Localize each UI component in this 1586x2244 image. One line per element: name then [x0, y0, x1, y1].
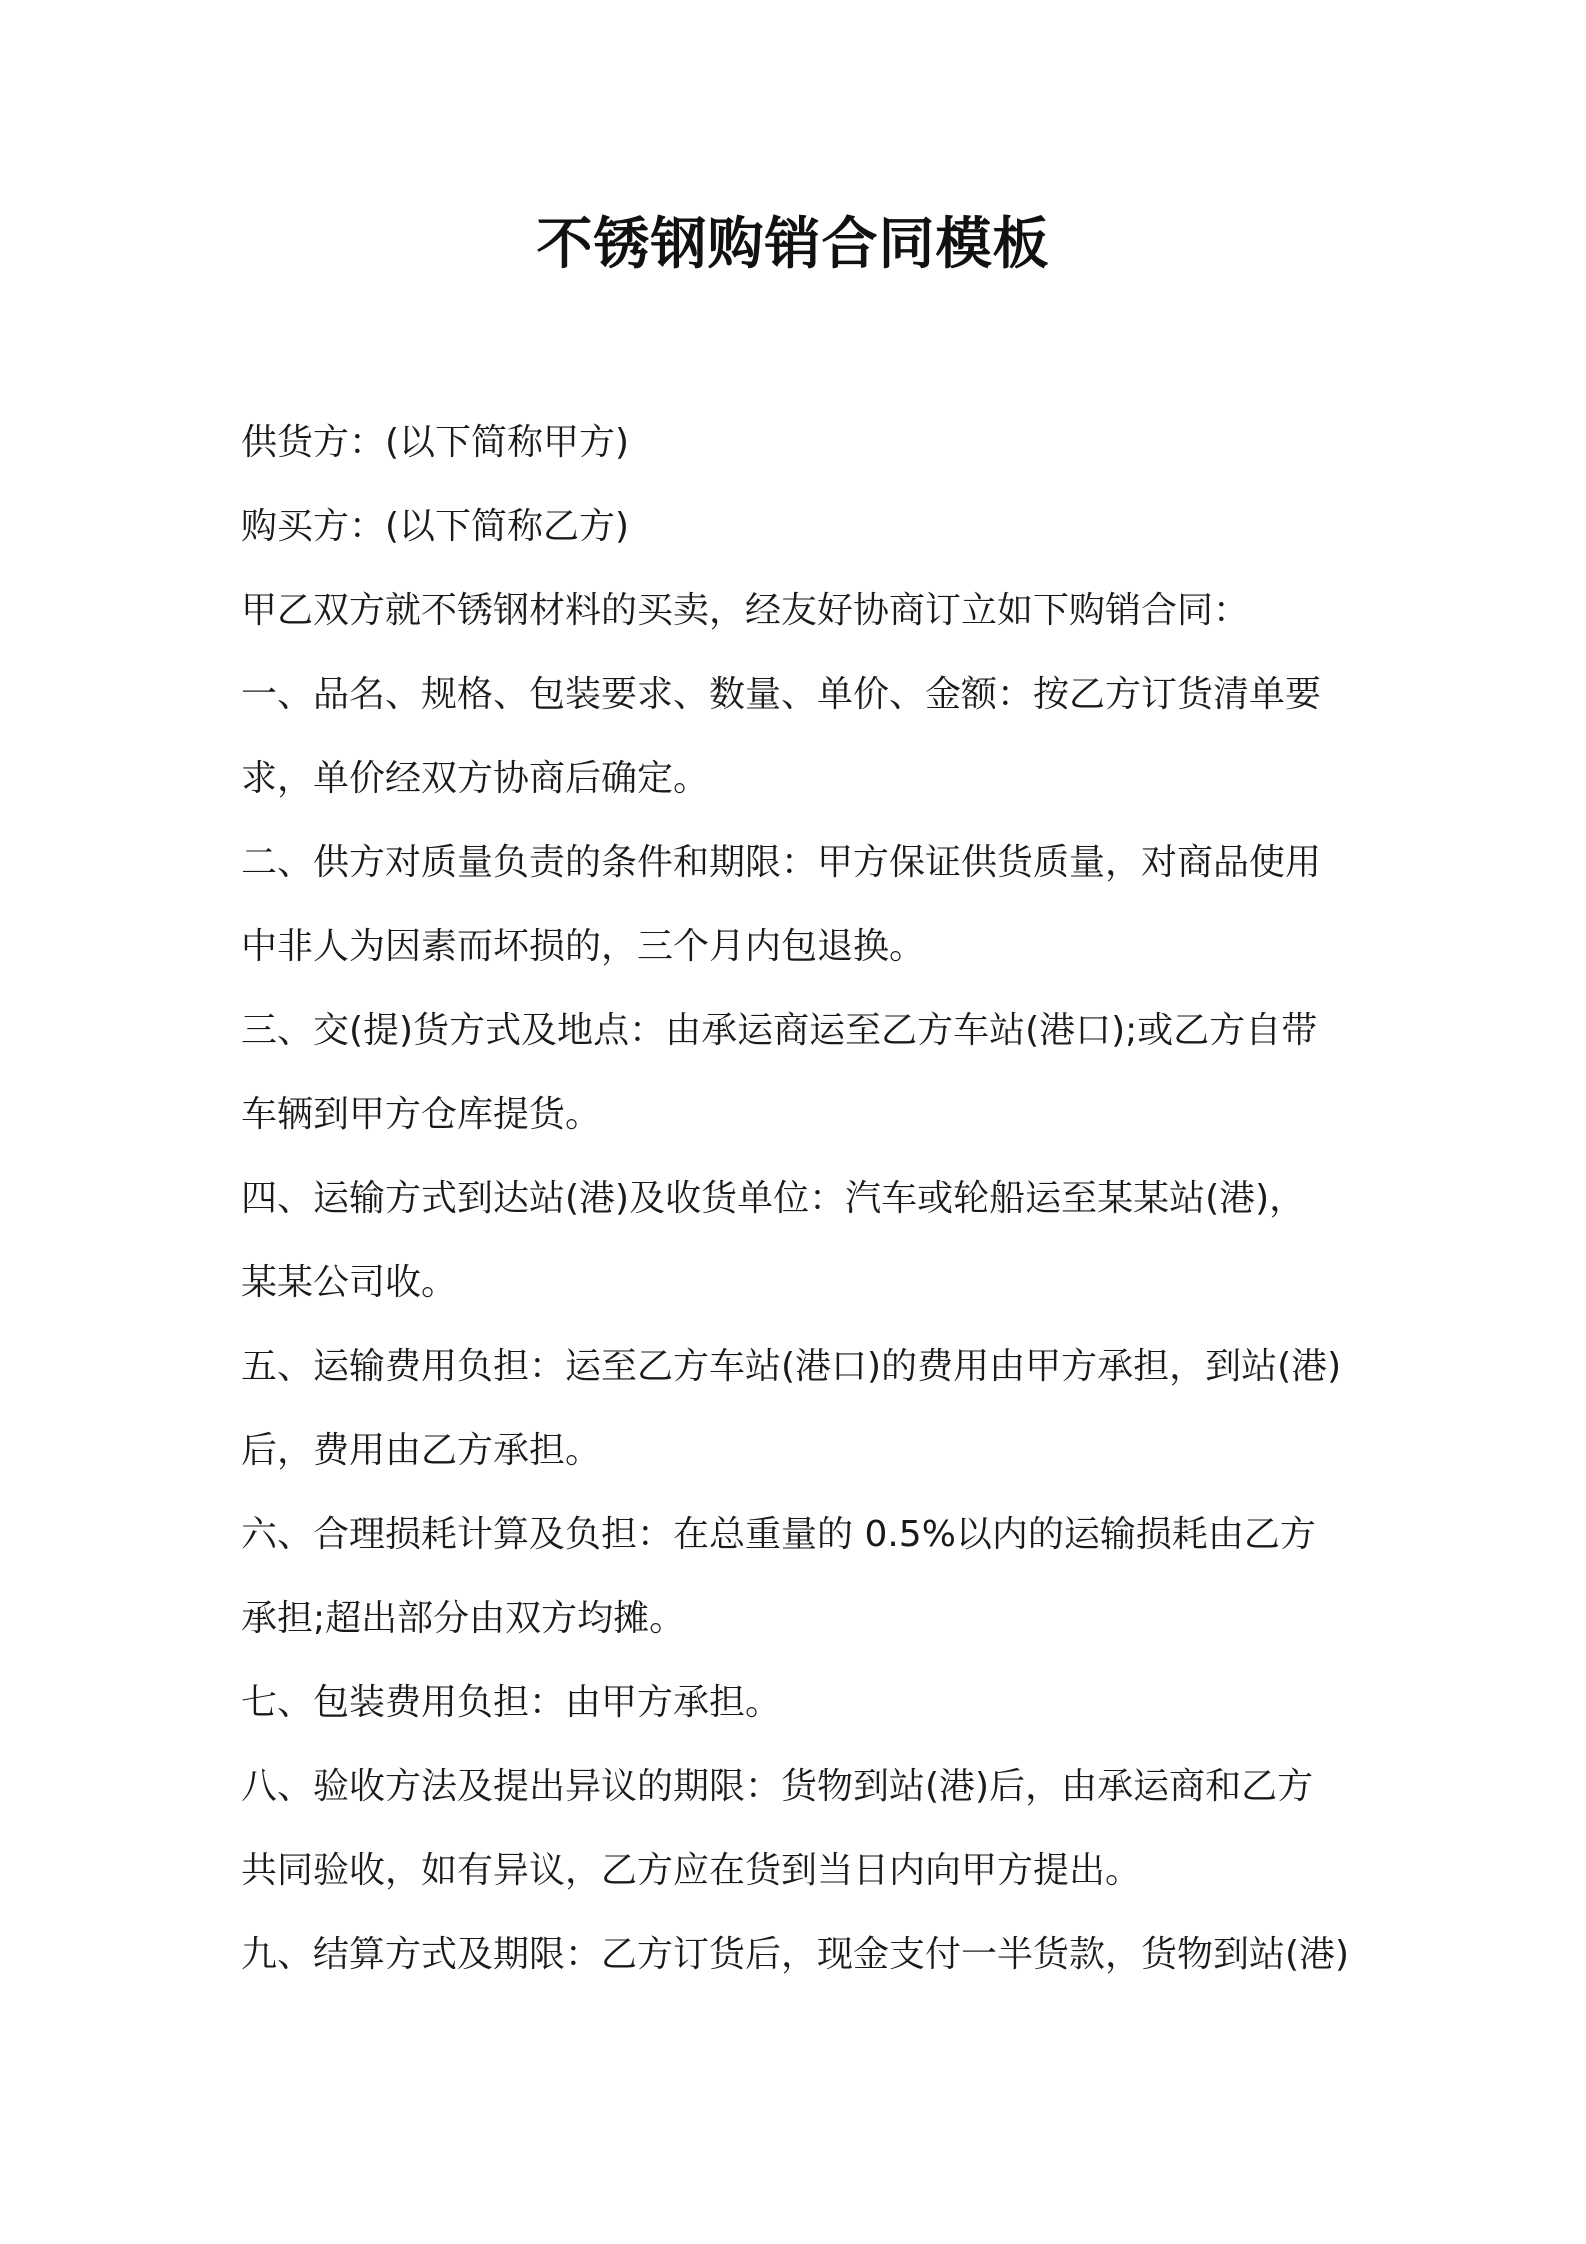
clause-3-line-1: 三、交(提)货方式及地点：由承运商运至乙方车站(港口);或乙方自带: [241, 1010, 1318, 1051]
clause-7-line-1: 七、包装费用负担：由甲方承担。: [241, 1682, 782, 1723]
party-a-line: 供货方：(以下简称甲方): [241, 422, 630, 463]
contract-body: [241, 401, 1361, 1997]
clause-5-line-2: 后，费用由乙方承担。: [241, 1430, 602, 1471]
clause-4-line-2: 某某公司收。: [241, 1262, 458, 1303]
intro-line: 甲乙双方就不锈钢材料的买卖，经友好协商订立如下购销合同：: [241, 590, 1250, 631]
clause-6-line-1: 六、合理损耗计算及负担：在总重量的 0.5%以内的运输损耗由乙方: [241, 1514, 1316, 1555]
clause-2-line-1: 二、供方对质量负责的条件和期限：甲方保证供货质量，对商品使用: [241, 842, 1322, 883]
clause-1-line-1: 一、品名、规格、包装要求、数量、单价、金额：按乙方订货清单要: [241, 674, 1322, 715]
clause-5-line-1: 五、运输费用负担：运至乙方车站(港口)的费用由甲方承担，到站(港): [241, 1346, 1342, 1387]
clause-8-line-2: 共同验收，如有异议，乙方应在货到当日内向甲方提出。: [241, 1850, 1142, 1891]
clause-4-line-1: 四、运输方式到达站(港)及收货单位：汽车或轮船运至某某站(港)，: [241, 1178, 1306, 1219]
document-title: 不锈钢购销合同模板: [536, 212, 1050, 277]
party-b-line: 购买方：(以下简称乙方): [241, 506, 630, 547]
clause-6-line-2: 承担;超出部分由双方均摊。: [241, 1598, 686, 1639]
clause-9-line-1: 九、结算方式及期限：乙方订货后，现金支付一半货款，货物到站(港): [241, 1934, 1350, 1975]
clause-1-line-2: 求，单价经双方协商后确定。: [241, 758, 710, 799]
clause-8-line-1: 八、验收方法及提出异议的期限：货物到站(港)后，由承运商和乙方: [241, 1766, 1314, 1807]
clause-3-line-2: 车辆到甲方仓库提货。: [241, 1094, 602, 1135]
clause-2-line-2: 中非人为因素而坏损的，三个月内包退换。: [241, 926, 926, 967]
